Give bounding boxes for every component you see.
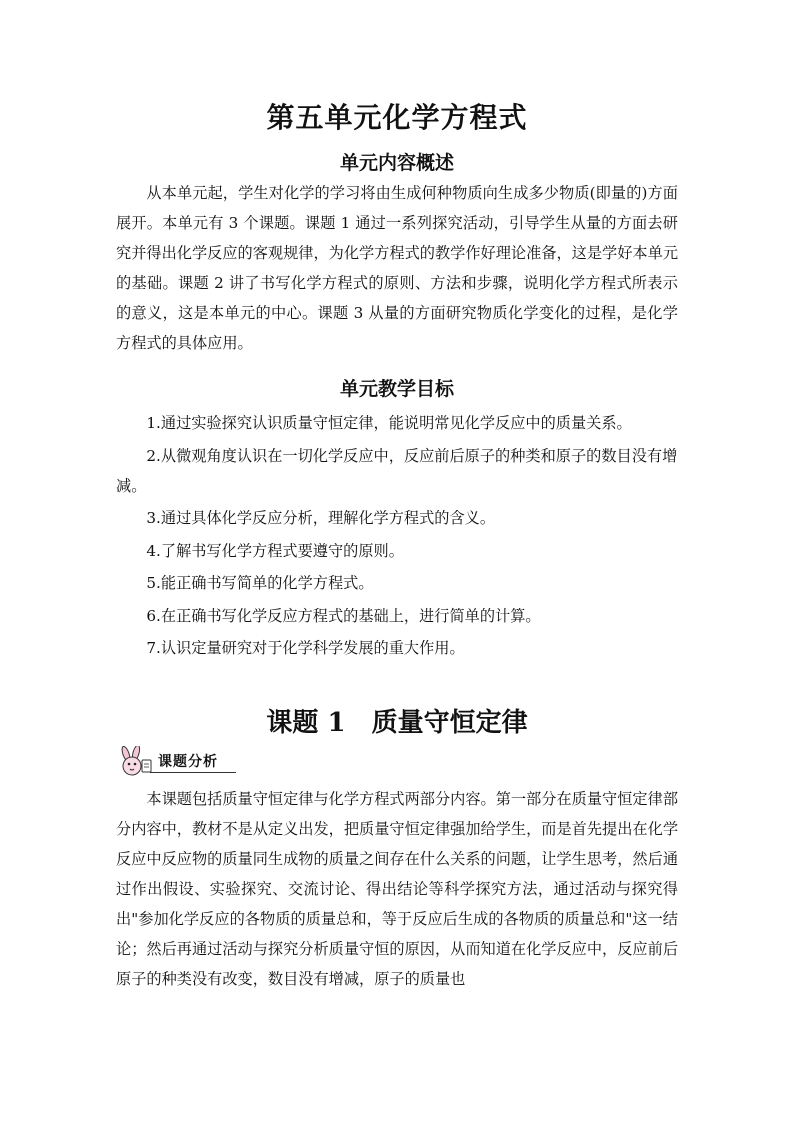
unit-title: 第五单元化学方程式 (266, 101, 528, 134)
goals-heading: 单元教学目标 (339, 378, 454, 400)
overview-heading: 单元内容概述 (339, 152, 454, 174)
goals-list (116, 408, 678, 666)
lesson-title: 课题 1 质量守恒定律 (266, 708, 528, 738)
analysis-paragraph: 本课题包括质量守恒定律与化学方程式两部分内容。第一部分在质量守恒定律部分内容中，教材不是从定义出发，把质量守恒定律强加给学生，而是首先提出在化学反应中反应物的质量同生成物的质量之间存在什么关系的问题，让学生思考，然后通过作出假设、实验探究、交流讨论、得出结论等科学探究方法，通过活动与探究得出"参加化学反应的各物质的质量总和，等于反应后生成的各物质的质量总和"这一结论；然后再通过活动与探究分析质量守恒的原因，从而知道在化学反应中，反应前后原子的种类没有改变，数目没有增减，原子的质量也 (116, 790, 678, 988)
goal-item: 1.通过实验探究认识质量守恒定律，能说明常见化学反应中的质量关系。 (146, 414, 632, 432)
goal-item: 6.在正确书写化学反应方程式的基础上，进行简单的计算。 (146, 606, 541, 625)
goal-item: 5.能正确书写简单的化学方程式。 (146, 574, 374, 592)
analysis-label: 课题分析 (158, 754, 218, 770)
analysis-badge (116, 746, 240, 778)
rabbit-mascot-icon (116, 746, 156, 778)
overview-paragraph: 从本单元起，学生对化学的学习将由生成何种物质向生成多少物质(即量的)方面展开。本单元有 3 个课题。课题 1 通过一系列探究活动，引导学生从量的方面去研究并得出化学反应的客观规律，为化学方程式的教学作好理论准备，这是学好本单元的基础。课题 2 讲了书写化学方程式的原则、方法和步骤，说明化学方程式所表示的意义，这是本单元的中心。课题 3 从量的方面研究物质化学变化的过程，是化学方程式的具体应用。 (116, 184, 678, 352)
goal-item: 2.从微观角度认识在一切化学反应中，反应前后原子的种类和原子的数目没有增减。 (116, 446, 678, 495)
badge-underline (150, 772, 236, 773)
goal-item: 7.认识定量研究对于化学科学发展的重大作用。 (146, 639, 465, 657)
goal-item: 4.了解书写化学方程式要遵守的原则。 (146, 541, 404, 560)
goal-item: 3.通过具体化学反应分析，理解化学方程式的含义。 (146, 509, 496, 527)
